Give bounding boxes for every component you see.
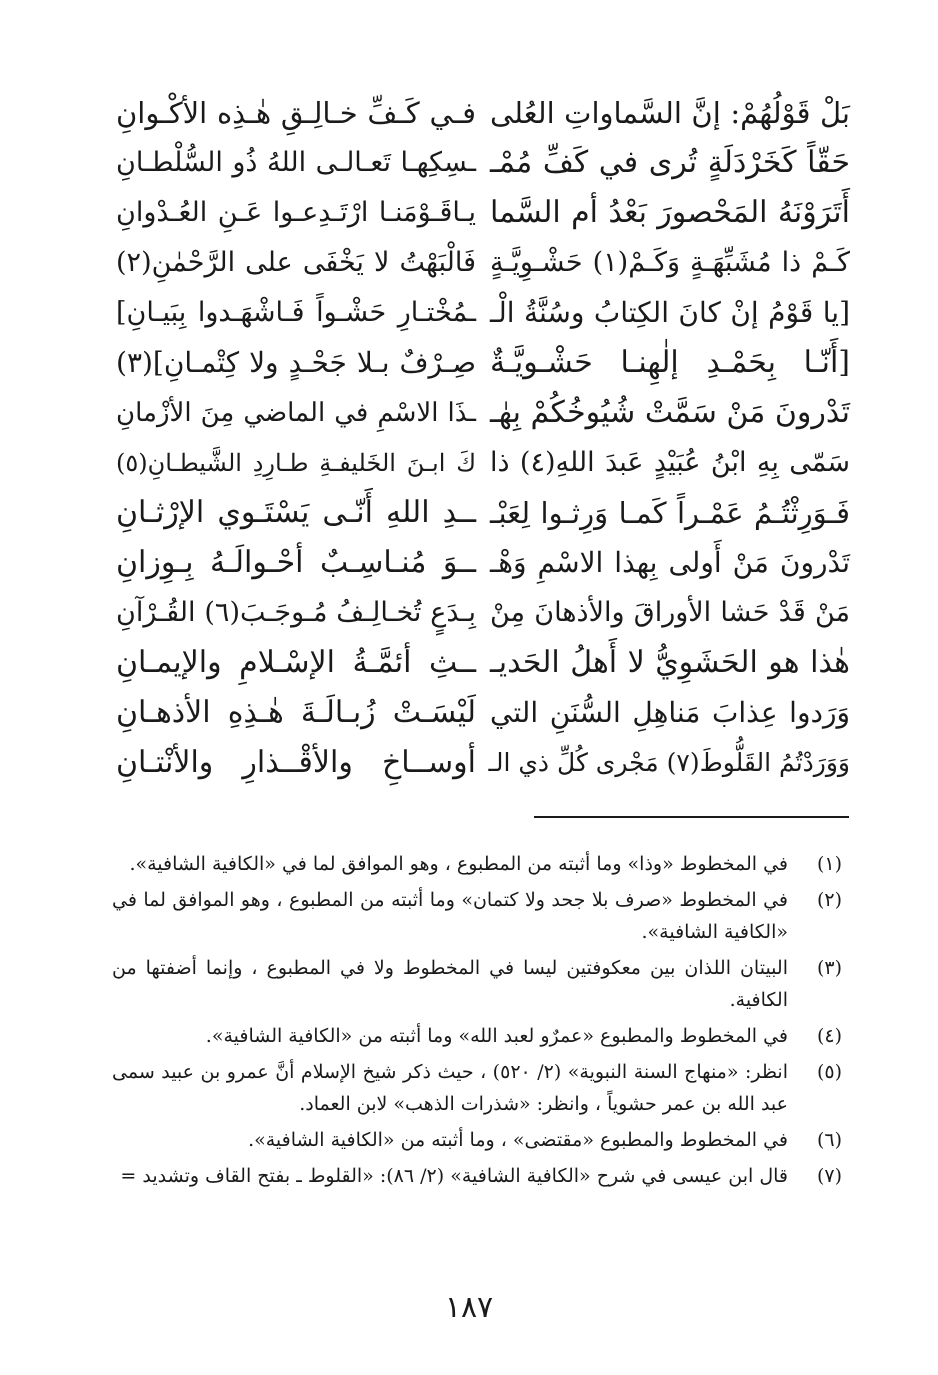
verse-first-hemistich: [يا قَوْمُ إنْ كانَ الكِتابُ وسُنَّةُ الْـ [490,296,850,329]
verse-second-hemistich: ــثِ أئمَّـةُ الإسْـلامِ والإيمـانِ [116,645,476,680]
verse-row [96,538,850,588]
verse-row [96,488,850,538]
verse-first-hemistich: أَتَرَوْنَهُ المَحْصورَ بَعْدُ أم السَّما [490,195,850,230]
footnote [112,952,842,1016]
verse-first-hemistich: كَـمْ ذا مُشَبِّهَـةٍ وَكَـمْ(١) حَشْـوِيَّـةٍ [490,247,850,278]
verse-first-hemistich: وَرَدوا عِذابَ مَناهِلِ السُّنَنِ التي [490,696,850,729]
verse-first-hemistich: هٰذا هو الحَشَوِيُّ لا أَهلُ الحَديـ [490,645,850,680]
footnotes [112,848,842,1196]
footnote-number: (٥) [816,1061,842,1083]
footnote-text: انظر: «منهاج السنة النبوية» (٢/ ٥٢٠) ، حيث ذكر شيخ الإسلام أنَّ عمرو بن عبيد سمى عبد الله بن عمر حشوياً ، وانظر: «شذرات الذهب» لابن العماد. [112,1061,789,1115]
verse-row [96,638,850,688]
verse-first-hemistich: فَـوَرِثْتُـمُ عَمْـراً كَمـا وَرِثـوا لِعَبْـ [490,496,850,530]
verse-second-hemistich: ــدِ اللهِ أَنّـى يَسْتَـوي الإرْثـانِ [116,495,476,530]
footnote-text: في المخطوط «صرف بلا جحد ولا كتمان» وما أثبته من المطبوع ، وهو الموافق لما في «الكافية الشافية». [112,889,788,943]
verse-row [96,388,850,438]
footnote-number: (٧) [816,1165,842,1187]
verse-second-hemistich: أوســاخِ والأقْــذارِ والأنْتـانِ [116,745,476,780]
verse-second-hemistich: ـذَا الاسْمِ في الماضي مِنَ الأزْمانِ [116,398,476,428]
footnote-separator [534,816,849,818]
verse-second-hemistich: كَ ابـنَ الخَليفـةِ طـارِدِ الشَّيطـانِ(٥) [116,449,476,477]
verse-second-hemistich: لَيْسَـتْ زُبـالَـةَ هٰـذِهِ الأذهـانِ [116,695,476,730]
verse-first-hemistich: حَقّاً كَخَرْدَلَةٍ تُرى في كَفِّ مُمْـ [490,145,850,180]
verse-row [96,738,850,788]
verse-row [96,338,850,388]
footnote [112,1020,842,1052]
verse-row [96,188,850,238]
verse-first-hemistich: بَلْ قَوْلُهُمْ: إنَّ السَّماواتِ العُلى [490,96,850,130]
verse-first-hemistich: مَنْ قَدْ حَشا الأوراقَ والأذهانَ مِنْ [490,597,850,628]
verse-first-hemistich: تَدْرونَ مَنْ أَولى بِهذا الاسْمِ وَهْـ [490,546,850,579]
verse-row [96,288,850,338]
footnote-text: في المخطوط والمطبوع «مقتضى» ، وما أثبته من «الكافية الشافية». [248,1129,788,1151]
footnote-number: (٦) [816,1129,842,1151]
verse-first-hemistich: وَوَرَدْتُمُ القَلُّوطَ(٧) مَجْرى كُلِّ ذي الـ [488,748,850,777]
verse-first-hemistich: تَدْرونَ مَنْ سَمَّتْ شُيُوخُكُمْ بِهٰـ [490,395,850,430]
verse-row [96,238,850,288]
footnote [112,1124,842,1156]
footnote [112,884,842,948]
footnote-number: (٢) [816,889,842,911]
poem-block [96,88,850,788]
footnote-text: البيتان اللذان بين معكوفتين ليسا في المخطوط ولا في المطبوع ، وإنما أضفتها من الكافية. [112,957,788,1011]
verse-second-hemistich: فـي كَـفِّ خـالِـقِ هٰـذِه الأكْـوانِ [116,96,476,130]
verse-second-hemistich: بِـدَعٍ تُخـالِـفُ مُـوجَـبَ(٦) القُـرْآنِ [116,597,476,628]
footnote [112,848,842,880]
verse-second-hemistich: صِـرْفٌ بـلا جَحْـدٍ ولا كِتْمـانِ](٣) [116,346,476,379]
verse-second-hemistich: فَالْبَهْتُ لا يَخْفَى على الرَّحْمٰنِ(٢) [116,247,476,278]
footnote-text: في المخطوط والمطبوع «عمرٌو لعبد الله» وما أثبته من «الكافية الشافية». [205,1025,788,1047]
footnote [112,1160,842,1192]
verse-first-hemistich: سَمّى بِهِ ابْنُ عُبَيْدٍ عَبدَ اللهِ(٤) ذا [490,447,850,478]
verse-row [96,588,850,638]
verse-second-hemistich: ــوَ مُنـاسِـبٌ أحْـوالَـهُ بِـوِزانِ [116,545,476,580]
verse-second-hemistich: ـسِكِهـا تَعـالـى اللهُ ذُو السُّلْطـانِ [116,147,476,178]
footnote-text: في المخطوط «وذا» وما أثبته من المطبوع ، وهو الموافق لما في «الكافية الشافية». [129,853,788,875]
footnote [112,1056,842,1120]
verse-first-hemistich: [أَنّـا بِحَمْـدِ إلٰهِنـا حَشْـويَّـةٌ [490,345,850,380]
verse-row [96,138,850,188]
footnote-number: (١) [816,853,842,875]
verse-row [96,688,850,738]
page-number: ١٨٧ [444,1290,494,1325]
verse-second-hemistich: ـمُخْتـارِ حَشْـواً فَـاشْهَـدوا بِبَيـانِ] [116,297,476,328]
footnote-text: قال ابن عيسى في شرح «الكافية الشافية» (٢/ ٨٦): «القلوط ـ بفتح القاف وتشديد = [120,1165,788,1187]
footnote-number: (٤) [816,1025,842,1047]
verse-row [96,438,850,488]
verse-row [96,88,850,138]
footnote-number: (٣) [816,957,842,979]
verse-second-hemistich: يـاقَـوْمَنـا ارْتَـدِعـوا عَـنِ العُـدْوانِ [116,197,476,228]
